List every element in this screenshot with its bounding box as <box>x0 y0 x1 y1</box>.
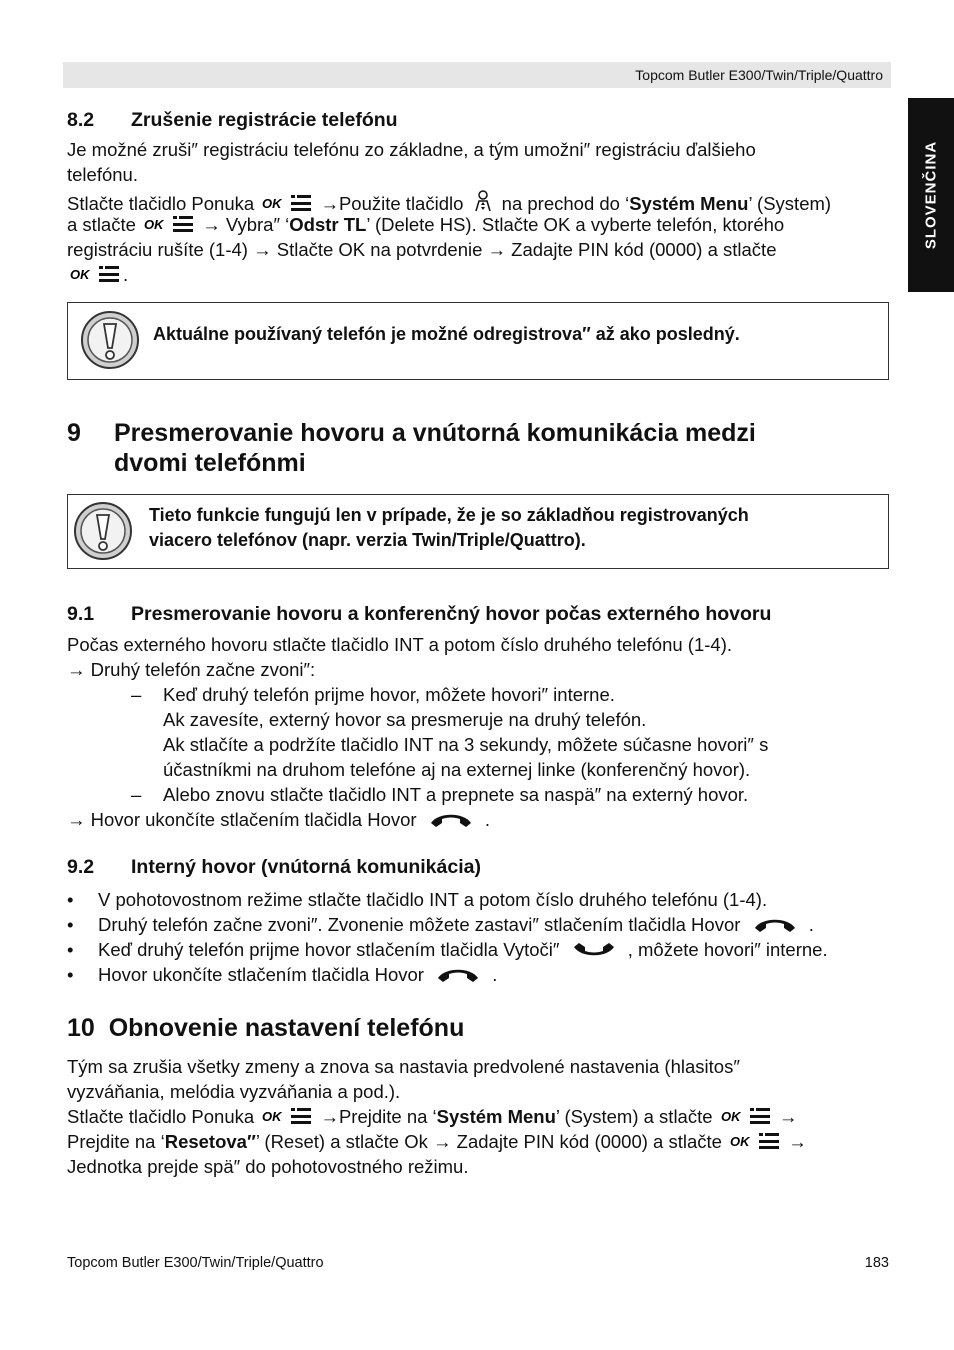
paragraph-line: vyzváňania, melódia vyzváňania a pod.). <box>67 1081 401 1102</box>
ok-menu-icon <box>261 1106 313 1126</box>
text-run: → Vybra″ ‘ <box>202 214 290 235</box>
text-run: → Hovor ukončíte stlačením tlačidla Hovor <box>67 809 417 830</box>
text-run: Stlačte tlačidlo Ponuka <box>67 193 255 214</box>
text-run: Prejdite na ‘ <box>67 1131 165 1152</box>
list-bullet: • <box>67 964 74 985</box>
svg-text:OK: OK <box>70 267 90 282</box>
language-tab-label: SLOVENČINA <box>922 140 940 250</box>
exclamation-icon <box>73 501 133 561</box>
section-title: Zrušenie registrácie telefónu <box>131 109 398 131</box>
text-run: , môžete hovori″ interne. <box>627 939 828 960</box>
ok-menu-icon <box>720 1106 772 1126</box>
text-run: Stlačte tlačidlo Ponuka <box>67 1106 255 1127</box>
text-run: . <box>492 964 498 985</box>
paragraph-line <box>67 189 831 215</box>
paragraph-line <box>67 1106 797 1128</box>
section-number: 9.1 <box>67 603 95 625</box>
list-bullet: • <box>67 939 74 960</box>
section-number: 10 <box>67 1014 95 1042</box>
text-bold: Odstr TL <box>289 214 367 235</box>
paragraph-line: → Druhý telefón začne zvoni″: <box>67 659 316 680</box>
paragraph-line <box>67 214 784 236</box>
exclamation-icon <box>80 310 140 370</box>
language-tab <box>908 98 954 292</box>
text-bold: Systém Menu <box>436 1106 556 1127</box>
text-bold: Systém Menu <box>629 193 749 214</box>
list-dash: – <box>131 784 142 805</box>
text-run: →Použite tlačidlo <box>320 193 464 214</box>
list-item-line <box>98 914 814 936</box>
list-item-line: Ak stlačíte a podržíte tlačidlo INT na 3 sekundy, môžete súčasne hovori″ s <box>163 734 769 755</box>
footer-title: Topcom Butler E300/Twin/Triple/Quattro <box>67 1255 324 1271</box>
paragraph-line: telefónu. <box>67 164 138 185</box>
text-run: . <box>808 914 814 935</box>
ok-menu-icon <box>69 264 121 284</box>
note-text-line: Tieto funkcie fungujú len v prípade, že je so základňou registrovaných <box>149 505 749 525</box>
section-title: Interný hovor (vnútorná komunikácia) <box>131 856 481 878</box>
ok-menu-icon <box>729 1131 781 1151</box>
section-title-line: Presmerovanie hovoru a vnútorná komunikácia medzi <box>114 419 756 447</box>
paragraph-line <box>67 264 128 286</box>
svg-text:OK: OK <box>730 1134 750 1149</box>
section-title-line: dvomi telefónmi <box>114 449 306 477</box>
section-8-2-heading <box>67 109 398 132</box>
section-9-heading <box>67 418 887 480</box>
page-number: 183 <box>864 1255 889 1271</box>
paragraph-line: Počas externého hovoru stlačte tlačidlo INT a potom číslo druhého telefónu (1-4). <box>67 634 732 655</box>
section-title: Obnovenie nastavení telefónu <box>108 1014 465 1042</box>
section-number: 9 <box>67 419 81 447</box>
section-9-2-heading <box>67 856 481 879</box>
ok-menu-icon <box>143 214 195 234</box>
list-dash: – <box>131 684 142 705</box>
text-run: →Prejdite na ‘ <box>320 1106 437 1127</box>
note-box <box>67 494 889 569</box>
section-9-1-heading <box>67 603 771 626</box>
paragraph-line <box>67 1131 807 1153</box>
svg-text:OK: OK <box>262 196 282 211</box>
paragraph-line: registráciu rušíte (1-4) → Stlačte OK na potvrdenie → Zadajte PIN kód (0000) a stlačte <box>67 239 777 260</box>
note-box <box>67 302 889 380</box>
text-bold: Resetova″ <box>164 1131 256 1152</box>
paragraph-line <box>67 809 490 831</box>
header-title: Topcom Butler E300/Twin/Triple/Quattro <box>635 67 883 83</box>
svg-text:OK: OK <box>720 1109 741 1124</box>
paragraph-line: Je možné zruši″ registráciu telefónu zo základne, a tým umožni″ registráciu ďalšieho <box>67 139 756 160</box>
svg-text:OK: OK <box>144 217 164 232</box>
section-title: Presmerovanie hovoru a konferenčný hovor počas externého hovoru <box>131 603 772 625</box>
list-item-line: V pohotovostnom režime stlačte tlačidlo INT a potom číslo druhého telefónu (1-4). <box>98 889 768 910</box>
text-run: ’ (System) a stlačte <box>555 1106 713 1127</box>
text-run: Druhý telefón začne zvoni″. Zvonenie môžete zastavi″ stlačením tlačidla Hovor <box>98 914 741 935</box>
paragraph-line: Tým sa zrušia všetky zmeny a znova sa nastavia predvolené nastavenia (hlasitos″ <box>67 1056 740 1077</box>
hang-up-icon <box>752 915 798 935</box>
text-run: . <box>123 264 129 285</box>
text-run: ’ (System) <box>748 193 832 214</box>
navigation-key-icon <box>471 189 495 213</box>
list-item-line: Keď druhý telefón prijme hovor, môžete hovori″ interne. <box>163 684 615 705</box>
hang-up-icon <box>435 965 481 985</box>
svg-text:OK: OK <box>262 1109 282 1124</box>
text-run: ’ (Delete HS). Stlačte OK a vyberte telefón, ktorého <box>366 214 785 235</box>
text-run: Keď druhý telefón prijme hovor stlačením tlačidla Vytoči″ <box>98 939 560 960</box>
text-run: → <box>788 1131 807 1152</box>
list-bullet: • <box>67 889 74 910</box>
list-item-line: Ak zavesíte, externý hovor sa presmeruje na druhý telefón. <box>163 709 647 730</box>
section-number: 9.2 <box>67 856 95 878</box>
note-text-line: viacero telefónov (napr. verzia Twin/Triple/Quattro). <box>149 530 586 550</box>
text-run: a stlačte <box>67 214 136 235</box>
note-text: Aktuálne používaný telefón je možné odregistrova″ až ako posledný. <box>153 324 740 344</box>
text-run: ’ (Reset) a stlačte Ok → Zadajte PIN kód (0000) a stlačte <box>255 1131 722 1152</box>
hang-up-icon <box>428 810 474 830</box>
list-bullet: • <box>67 914 74 935</box>
dial-icon <box>571 940 617 960</box>
list-item-line <box>98 964 497 986</box>
section-10-heading <box>67 1013 464 1043</box>
page-header <box>63 62 891 88</box>
paragraph-line: Jednotka prejde spä″ do pohotovostného režimu. <box>67 1156 469 1177</box>
ok-menu-icon <box>261 193 313 213</box>
text-run: . <box>484 809 491 830</box>
text-run: → <box>778 1106 798 1127</box>
list-item-line: účastníkmi na druhom telefóne aj na externej linke (konferenčný hovor). <box>163 759 751 780</box>
section-number: 8.2 <box>67 109 95 131</box>
text-run: na prechod do ‘ <box>501 193 630 214</box>
list-item-line <box>98 939 828 961</box>
list-item-line: Alebo znovu stlačte tlačidlo INT a prepnete sa naspä″ na externý hovor. <box>163 784 749 805</box>
text-run: Hovor ukončíte stlačením tlačidla Hovor <box>98 964 424 985</box>
